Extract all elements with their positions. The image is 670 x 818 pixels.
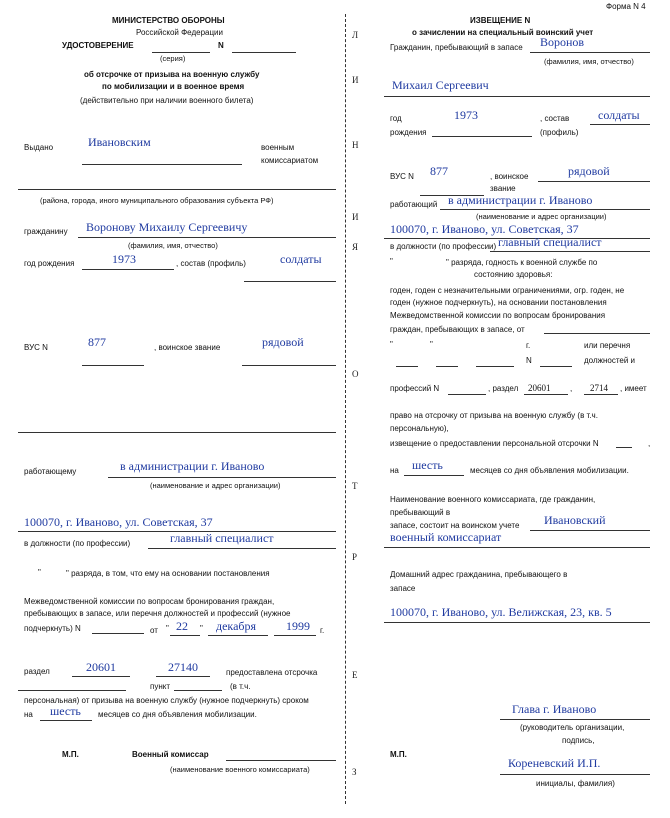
n-label-r: N: [526, 356, 532, 365]
incl-label: (в т.ч.: [230, 682, 251, 691]
g-label: г.: [320, 626, 325, 635]
valid-note: (действительно при наличии военного билета): [80, 96, 254, 105]
deferral-granted: предоставлена отсрочка: [226, 668, 318, 677]
vus-label-r: ВУС N: [390, 172, 414, 181]
section-label: раздел: [24, 667, 50, 676]
notice-number-field-r: [616, 447, 632, 448]
ministry-heading: МИНИСТЕРСТВО ОБОРОНЫ: [112, 16, 225, 25]
workplace-field: [108, 477, 336, 478]
section2-value: 27140: [168, 660, 198, 674]
fit-line3-r: Межведомственной комиссии по вопросам бронирования: [390, 311, 606, 320]
cut-letter: И: [352, 212, 359, 222]
fit-line1-r: годен, годен с незначительными ограничениями, огр. годен, не: [390, 286, 625, 295]
g-label-r: г.: [526, 341, 531, 350]
fio-hint-r: (фамилия, имя, отчество): [544, 57, 634, 66]
quote-b-r: ": [430, 340, 433, 349]
birth-year-field-r: [432, 136, 532, 137]
decree-number-field: [92, 633, 144, 634]
head-hint2-r: подпись,: [562, 736, 595, 745]
series-hint: (серия): [160, 54, 186, 63]
item-value-r: 2714: [590, 383, 608, 393]
citizen-name-value: Воронову Михаилу Сергеевичу: [86, 220, 248, 234]
rank-label2-r: звание: [490, 184, 516, 193]
section-value-r: 20601: [528, 383, 551, 393]
from-label: от: [150, 626, 158, 635]
citizen-label: гражданину: [24, 227, 68, 236]
workplace-field-r: [440, 209, 650, 210]
series-field: [152, 52, 210, 53]
item-field: [174, 690, 222, 691]
cut-letter: З: [352, 767, 357, 777]
section-field-r: [524, 394, 568, 395]
composition-label-r: , состав: [540, 114, 570, 123]
composition-value-r: солдаты: [598, 108, 640, 122]
seal-label-r: М.П.: [390, 750, 407, 759]
commissariat-label2: комиссариатом: [261, 156, 319, 165]
surname-value: Воронов: [540, 35, 585, 49]
head-value-r: Глава г. Иваново: [512, 702, 597, 716]
commission-line2: пребывающих в запасе, или перечня должностей и профессий (нужное: [24, 609, 291, 618]
has-label-r: , имеет: [620, 384, 647, 393]
number-field: [232, 52, 296, 53]
commission-line3: подчеркнуть) N: [24, 624, 81, 633]
duration-field-r: [404, 475, 464, 476]
position-label: в должности (по профессии): [24, 539, 131, 548]
fit-date-field-r: [544, 333, 650, 334]
vus-field: [82, 365, 144, 366]
composition-field: [244, 281, 336, 282]
vus-value-r: 877: [430, 164, 448, 178]
vus-label: ВУС N: [24, 343, 48, 352]
day-value: 22: [176, 619, 188, 633]
form-number: Форма N 4: [606, 2, 646, 11]
composition-label: , состав (профиль): [176, 259, 246, 268]
issued-by-value: Ивановским: [88, 135, 151, 149]
birth-year-value: 1973: [112, 252, 136, 266]
list-number-field-r: [540, 366, 572, 367]
months-text-r: месяцев со дня объявления мобилизации.: [470, 466, 629, 475]
region-field: [18, 189, 336, 190]
kom-name2-field-r: [384, 547, 650, 548]
kom-name2-value-r: военный комиссариат: [390, 530, 502, 544]
number-label: N: [218, 41, 224, 50]
commissariat-hint: (наименование военного комиссариата): [170, 765, 310, 774]
citizen-label-r: Гражданин, пребывающий в запасе: [390, 43, 523, 52]
kom-name1-value-r: Ивановский: [544, 513, 606, 527]
year-value: 1999: [286, 619, 310, 633]
right-line1-r: право на отсрочку от призыва на военную службу (в т.ч.: [390, 411, 598, 420]
right-line2-r: персональную),: [390, 424, 449, 433]
seal-label: М.П.: [62, 750, 79, 759]
commission-line1: Межведомственной комиссии по вопросам бронирования граждан,: [24, 597, 275, 606]
cut-letter: Н: [352, 140, 359, 150]
cut-letter: Я: [352, 242, 359, 252]
section-value: 20601: [86, 660, 116, 674]
signer-value-r: Кореневский И.П.: [508, 756, 601, 770]
surname-field: [530, 52, 650, 53]
birth-label-r: рождения: [390, 128, 427, 137]
duration-value-r: шесть: [412, 458, 443, 472]
rank-field-r: [538, 181, 650, 182]
vus-value: 877: [88, 335, 106, 349]
position-value-r: главный специалист: [498, 235, 602, 249]
date-month-field-r: [436, 366, 458, 367]
working-label: работающему: [24, 467, 77, 476]
commissar-signature-field: [226, 760, 336, 761]
working-label-r: работающий: [390, 200, 438, 209]
for-label: на: [24, 710, 33, 719]
kom-line1-r: Наименование военного комиссариата, где гражданин,: [390, 495, 596, 504]
position-field-r: [490, 251, 650, 252]
commissariat-label1: военным: [261, 143, 295, 152]
day-field: [170, 635, 200, 636]
rank-field: [242, 365, 336, 366]
commissar-label: Военный комиссар: [132, 750, 209, 759]
section-field: [72, 676, 130, 677]
notice-title: ИЗВЕЩЕНИЕ N: [470, 16, 531, 25]
citizen-name-field: [78, 237, 336, 238]
notice-line-r: извещение о предоставлении персональной отсрочки N: [390, 439, 599, 448]
home-address-field-r: [384, 622, 650, 623]
rank-value-r: рядовой: [568, 164, 610, 178]
fit-line2-r: годен (нужное подчеркнуть), на основании постановления: [390, 298, 607, 307]
cut-letter: Е: [352, 670, 358, 680]
profile-hint-r: (профиль): [540, 128, 579, 137]
signer-hint-r: инициалы, фамилия): [536, 779, 615, 788]
position-label-r: в должности (по профессии): [390, 242, 497, 251]
deferral-line1: об отсрочке от призыва на военную службу: [84, 70, 260, 79]
workplace-value: в администрации г. Иваново: [120, 459, 265, 473]
name-value: Михаил Сергеевич: [392, 78, 489, 92]
fit-line4-r: граждан, пребывающих в запасе, от: [390, 325, 525, 334]
deferral-line2: по мобилизации и в военное время: [102, 82, 245, 91]
address-value: 100070, г. Иваново, ул. Советская, 37: [24, 515, 213, 529]
category-line2-r: состоянию здоровья:: [474, 270, 553, 279]
months-text: месяцев со дня объявления мобилизации.: [98, 710, 257, 719]
cut-letter: Т: [352, 481, 358, 491]
cut-line: [345, 14, 346, 804]
position-value: главный специалист: [170, 531, 274, 545]
year-field: [274, 635, 316, 636]
birth-label: год рождения: [24, 259, 75, 268]
name-field: [384, 96, 650, 97]
rank-label1-r: , воинское: [490, 172, 529, 181]
kom-name1-field-r: [530, 530, 650, 531]
address-value-r: 100070, г. Иваново, ул. Советская, 37: [390, 222, 579, 236]
cut-letter: О: [352, 369, 359, 379]
prof-label-r: профессий N: [390, 384, 440, 393]
kom-line2-r: пребывающий в: [390, 508, 451, 517]
cut-letter: Р: [352, 552, 358, 562]
item-field-r: [584, 394, 618, 395]
section-label-r: , раздел: [488, 384, 519, 393]
category-line1-r: " разряда, годность к военной службе по: [446, 258, 598, 267]
issued-label: Выдано: [24, 143, 54, 152]
or-list-r: или перечня: [584, 341, 631, 350]
duration-field: [40, 720, 92, 721]
cut-letter: Л: [352, 30, 359, 40]
rank-label: , воинское звание: [154, 343, 221, 352]
home-address-value-r: 100070, г. Иваново, ул. Велижская, 23, кв. 5: [390, 605, 612, 619]
head-hint1-r: (руководитель организации,: [520, 723, 625, 732]
birth-year-field: [82, 269, 174, 270]
month-value: декабря: [216, 619, 257, 633]
prof-number-field-r: [448, 394, 486, 395]
extra-field: [18, 690, 126, 691]
month-field: [208, 635, 268, 636]
composition-field-r: [590, 124, 650, 125]
duration-value: шесть: [50, 704, 81, 718]
quote-open-r: ": [390, 257, 393, 266]
category-text: " разряда, в том, что ему на основании постановления: [66, 569, 270, 578]
region-hint: (района, города, иного муниципального образования субъекта РФ): [40, 196, 274, 205]
date-day-field-r: [396, 366, 418, 367]
position-field: [148, 548, 336, 549]
home-line1-r: Домашний адрес гражданина, пребывающего в: [390, 570, 568, 579]
notice-subtitle: о зачислении на специальный воинский учет: [412, 28, 594, 37]
for-label-r: на: [390, 466, 399, 475]
item-label: пункт: [150, 682, 171, 691]
date-year-field-r: [476, 366, 514, 367]
birth-year-value-r: 1973: [454, 108, 478, 122]
section2-field: [156, 676, 210, 677]
quote-open: ": [38, 568, 41, 577]
rank-value: рядовой: [262, 335, 304, 349]
signer-field-r: [500, 774, 650, 775]
org-hint-r: (наименование и адрес организации): [476, 212, 607, 221]
org-hint: (наименование и адрес организации): [150, 481, 281, 490]
year-label-r: год: [390, 114, 402, 123]
kom-line3-r: запасе, состоит на воинском учете: [390, 521, 520, 530]
cut-letter: И: [352, 75, 359, 85]
blank-field: [18, 432, 336, 433]
posts-label-r: должностей и: [584, 356, 636, 365]
workplace-value-r: в администрации г. Иваново: [448, 193, 593, 207]
quote-a-r: ": [390, 340, 393, 349]
personal-line: персональная) от призыва на военную службу (нужное подчеркнуть) сроком: [24, 696, 309, 705]
composition-value: солдаты: [280, 252, 322, 266]
head-field-r: [500, 719, 650, 720]
fio-hint: (фамилия, имя, отчество): [128, 241, 218, 250]
certificate-label: УДОСТОВЕРЕНИЕ: [62, 41, 134, 50]
issued-by-field: [82, 164, 242, 165]
home-line2-r: запасе: [390, 584, 416, 593]
country-line: Российской Федерации: [136, 28, 223, 37]
